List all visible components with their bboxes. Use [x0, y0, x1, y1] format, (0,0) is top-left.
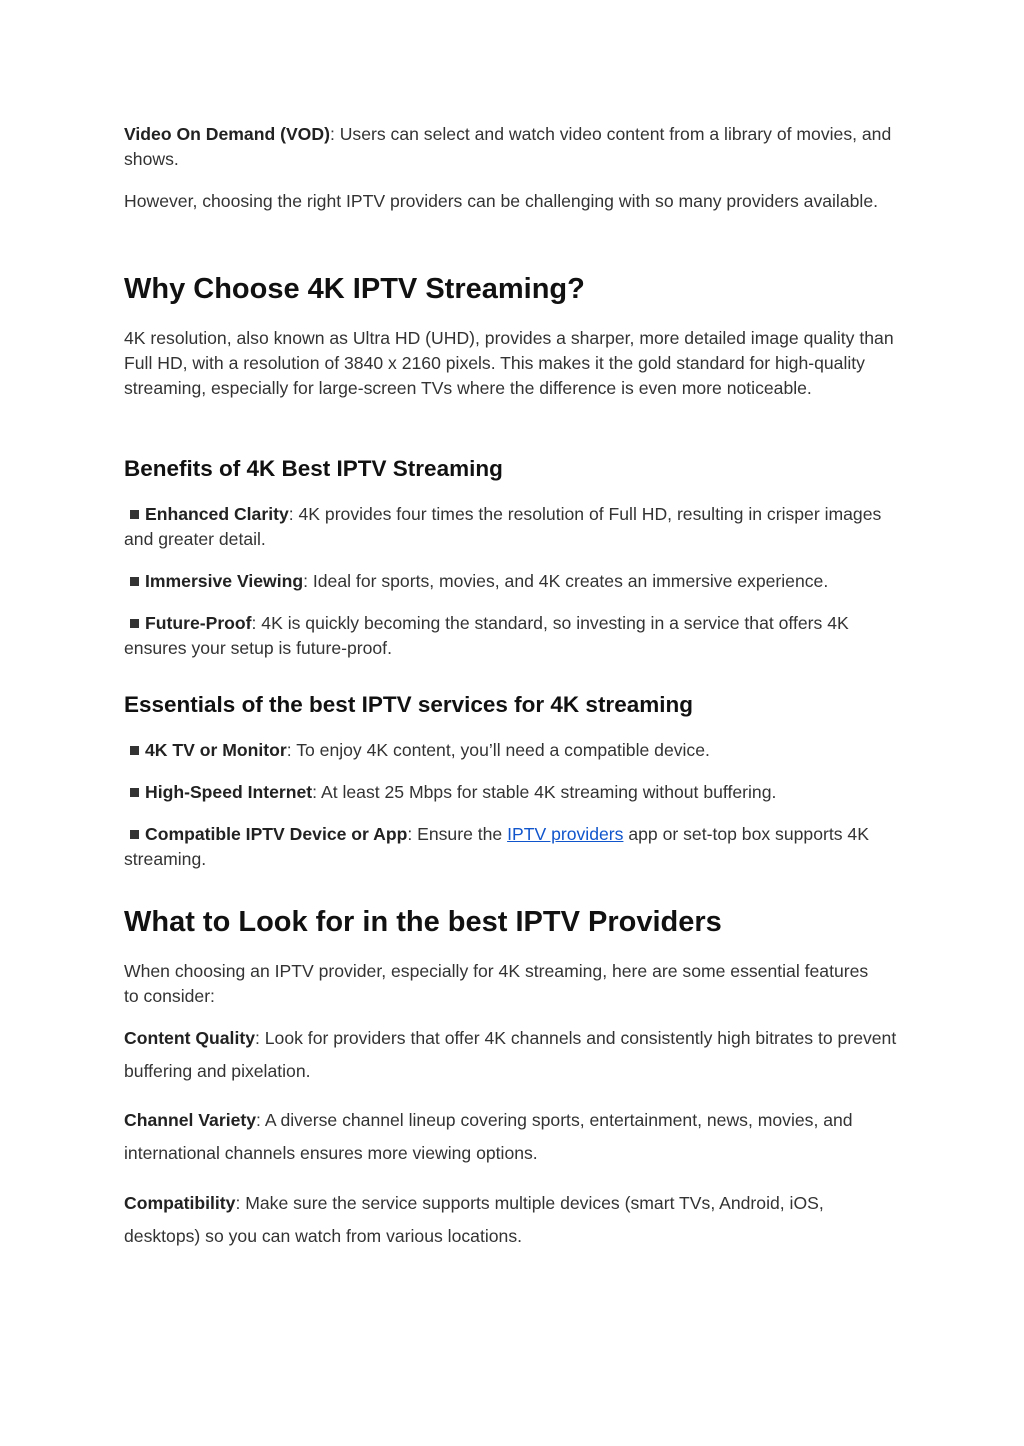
square-bullet-icon [130, 830, 139, 839]
square-bullet-icon [130, 788, 139, 797]
benefit-term: Future-Proof [145, 613, 252, 633]
square-bullet-icon [130, 577, 139, 586]
essential-text: : To enjoy 4K content, you’ll need a compatible device. [286, 740, 710, 760]
lookfor-intro: When choosing an IPTV provider, especially for 4K streaming, here are some essential features to consider: [124, 961, 869, 1006]
why-heading: Why Choose 4K IPTV Streaming? [124, 273, 585, 305]
square-bullet-icon [130, 619, 139, 628]
lookfor-term: Content Quality [124, 1028, 255, 1048]
lookfor-item-compatibility [124, 1187, 900, 1253]
square-bullet-icon [130, 746, 139, 755]
square-bullet-icon [130, 510, 139, 519]
lookfor-item-channel-variety [124, 1104, 900, 1170]
benefits-heading: Benefits of 4K Best IPTV Streaming [124, 456, 503, 481]
essential-term: High-Speed Internet [145, 782, 313, 802]
lookfor-text: : Look for providers that offer 4K channels and consistently high bitrates to prevent buffering and pixelation. [124, 1028, 897, 1081]
essential-term: 4K TV or Monitor [145, 740, 287, 760]
benefit-item-clarity [124, 502, 900, 552]
lookfor-term: Channel Variety [124, 1110, 257, 1130]
however-paragraph: However, choosing the right IPTV providers can be challenging with so many providers available. [124, 191, 878, 211]
why-paragraph: 4K resolution, also known as Ultra HD (UHD), provides a sharper, more detailed image quality than Full HD, with a resolution of 3840 x 2160 pixels. This makes it the gold standard for high-quality streaming, especially for large-screen TVs where the difference is even more noticeable. [124, 328, 894, 398]
essential-item-device [124, 822, 900, 872]
benefit-text: : Ideal for sports, movies, and 4K creates an immersive experience. [303, 571, 829, 591]
lookfor-term: Compatibility [124, 1193, 236, 1213]
essential-item-tv [124, 738, 900, 763]
lookfor-heading: What to Look for in the best IPTV Providers [124, 906, 722, 938]
benefit-term: Immersive Viewing [145, 571, 304, 591]
essential-text-after: app or set-top box supports 4K streaming. [124, 824, 869, 869]
lookfor-text: : Make sure the service supports multiple devices (smart TVs, Android, iOS, desktops) so you can watch from various locations. [124, 1193, 824, 1246]
benefit-text: : 4K is quickly becoming the standard, so investing in a service that offers 4K ensures your setup is future-proof. [124, 613, 849, 658]
vod-text: : Users can select and watch video content from a library of movies, and shows. [124, 124, 892, 169]
essentials-heading: Essentials of the best IPTV services for 4K streaming [124, 692, 693, 717]
benefit-item-immersive [124, 569, 900, 594]
benefit-item-future [124, 611, 900, 661]
vod-term: Video On Demand (VOD) [124, 124, 330, 144]
essential-item-internet [124, 780, 900, 805]
essential-term: Compatible IPTV Device or App [145, 824, 408, 844]
benefit-text: : 4K provides four times the resolution of Full HD, resulting in crisper images and greater detail. [124, 504, 882, 549]
iptv-providers-link[interactable]: IPTV providers [507, 824, 624, 844]
essential-text: : At least 25 Mbps for stable 4K streaming without buffering. [312, 782, 777, 802]
benefit-term: Enhanced Clarity [145, 504, 289, 524]
essential-text-before: : Ensure the [407, 824, 508, 844]
lookfor-text: : A diverse channel lineup covering sports, entertainment, news, movies, and international channels ensures more viewing options. [124, 1110, 853, 1163]
lookfor-item-content-quality [124, 1022, 900, 1088]
vod-paragraph [124, 122, 900, 172]
